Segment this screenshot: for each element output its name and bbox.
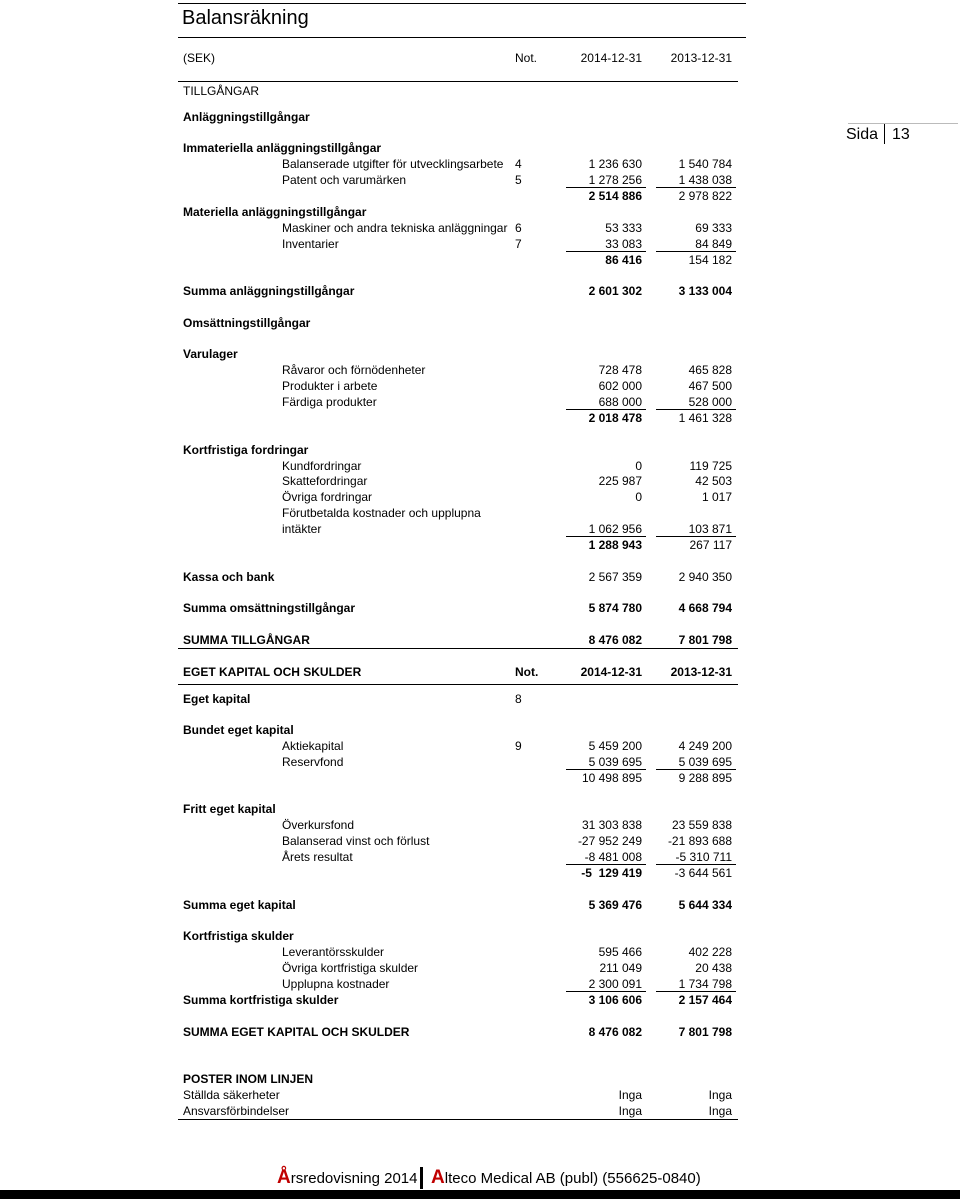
intangible-row-note: 5 (515, 173, 522, 187)
receivables-row-label: Övriga fordringar (282, 490, 373, 504)
previous-year-header: 2013-12-31 (670, 51, 732, 65)
footer-company-initial: A (431, 1167, 445, 1188)
inventory-row-current: 728 478 (598, 363, 642, 377)
receivables-sum-current: 1 288 943 (588, 538, 642, 552)
receivables-row-label: Kundfordringar (282, 459, 362, 473)
short-row-previous: 20 438 (695, 961, 732, 975)
free-equity-heading: Fritt eget kapital (183, 802, 276, 816)
tangible-heading: Materiella anläggningstillgångar (183, 205, 367, 219)
free-row-label: Överkursfond (282, 818, 355, 832)
sum-rule (566, 251, 646, 252)
free-row-previous: -21 893 688 (667, 834, 732, 848)
equity-total-current: 5 369 476 (588, 898, 642, 912)
off-balance-row-previous: Inga (708, 1088, 732, 1102)
previous-year-header: 2013-12-31 (670, 665, 732, 679)
tangible-row-label: Inventarier (282, 237, 339, 251)
tangible-row-previous: 84 849 (695, 237, 732, 251)
current-year-header: 2014-12-31 (580, 51, 642, 65)
current-total-current: 5 874 780 (588, 601, 642, 615)
assets-heading: TILLGÅNGAR (183, 84, 260, 98)
intangible-row-previous: 1 540 784 (678, 157, 732, 171)
equity-total-previous: 5 644 334 (678, 898, 732, 912)
page-label: Sida (846, 126, 879, 143)
intangible-row-label: Balanserade utgifter för utvecklingsarbete (282, 157, 504, 171)
liabilities-heading: EGET KAPITAL OCH SKULDER (183, 665, 362, 679)
header-rule (178, 81, 738, 82)
tangible-row-label: Maskiner och andra tekniska anläggningar (282, 221, 508, 235)
intangible-sum-current: 2 514 886 (588, 189, 642, 203)
restricted-sum-current: 10 498 895 (581, 771, 642, 785)
equity-total-label: Summa eget kapital (183, 898, 296, 912)
tangible-row-note: 6 (515, 221, 522, 235)
assets-total-current: 8 476 082 (588, 633, 642, 647)
short-total-label: Summa kortfristiga skulder (183, 993, 339, 1007)
footer-bar (0, 1190, 960, 1199)
note-column-header: Not. (515, 665, 539, 679)
off-balance-rule (178, 1119, 738, 1120)
assets-total-rule (178, 648, 738, 649)
receivables-row-current: 0 (635, 459, 642, 473)
restricted-row-previous: 5 039 695 (678, 755, 732, 769)
off-balance-row-label: Ställda säkerheter (183, 1088, 280, 1102)
sum-rule (566, 409, 646, 410)
free-row-current: -8 481 008 (584, 850, 642, 864)
sum-rule (656, 251, 736, 252)
off-balance-row-current: Inga (618, 1088, 642, 1102)
current-total-label: Summa omsättningstillgångar (183, 601, 356, 615)
current-year-header: 2014-12-31 (580, 665, 642, 679)
inventory-heading: Varulager (183, 347, 238, 361)
receivables-row-current: 0 (635, 490, 642, 504)
liabilities-header-rule (178, 684, 738, 685)
prepaid-current: 1 062 956 (588, 522, 642, 536)
restricted-row-label: Reservfond (282, 755, 344, 769)
sum-rule (656, 536, 736, 537)
receivables-row-previous: 42 503 (695, 474, 732, 488)
inventory-sum-current: 2 018 478 (588, 411, 642, 425)
short-row-label: Upplupna kostnader (282, 977, 390, 991)
footer-separator (420, 1167, 423, 1189)
liabilities-total-current: 8 476 082 (588, 1025, 642, 1039)
receivables-heading: Kortfristiga fordringar (183, 443, 309, 457)
prepaid-label-line2: intäkter (282, 522, 322, 536)
inventory-row-label: Färdiga produkter (282, 395, 377, 409)
tangible-row-note: 7 (515, 237, 522, 251)
inventory-sum-previous: 1 461 328 (678, 411, 732, 425)
note-column-header: Not. (515, 51, 538, 65)
off-balance-row-previous: Inga (708, 1104, 732, 1118)
restricted-row-current: 5 039 695 (588, 755, 642, 769)
restricted-row-previous: 4 249 200 (678, 739, 732, 753)
short-row-current: 211 049 (599, 961, 642, 975)
tangible-sum-previous: 154 182 (688, 253, 732, 267)
receivables-row-label: Skattefordringar (282, 474, 368, 488)
sum-rule (566, 536, 646, 537)
liabilities-total-label: SUMMA EGET KAPITAL OCH SKULDER (183, 1025, 410, 1039)
free-row-previous: -5 310 711 (675, 850, 732, 864)
footer-report-name (277, 1167, 417, 1189)
receivables-row-current: 225 987 (598, 474, 642, 488)
tangible-row-previous: 69 333 (695, 221, 732, 235)
short-row-previous: 402 228 (688, 945, 732, 959)
sum-rule (656, 409, 736, 410)
sum-rule (656, 864, 736, 865)
tangible-row-current: 53 333 (605, 221, 642, 235)
sum-rule (566, 187, 646, 188)
fixed-total-current: 2 601 302 (588, 284, 642, 298)
page-title: Balansräkning (182, 7, 309, 29)
page-tag-rule (848, 123, 958, 124)
intangible-row-note: 4 (515, 157, 522, 171)
short-total-current: 3 106 606 (588, 993, 642, 1007)
tangible-row-current: 33 083 (605, 237, 642, 251)
fixed-total-label: Summa anläggningstillgångar (183, 284, 355, 298)
equity-heading: Eget kapital (183, 692, 251, 706)
free-sum-previous: -3 644 561 (674, 866, 732, 880)
assets-total-previous: 7 801 798 (678, 633, 732, 647)
short-row-current: 595 466 (598, 945, 642, 959)
intangible-row-current: 1 278 256 (588, 173, 642, 187)
restricted-row-note: 9 (515, 739, 522, 753)
inventory-row-current: 602 000 (598, 379, 642, 393)
current-total-previous: 4 668 794 (678, 601, 732, 615)
short-row-label: Leverantörsskulder (282, 945, 385, 959)
receivables-row-previous: 119 725 (689, 459, 732, 473)
free-row-label: Årets resultat (282, 850, 353, 864)
intangible-sum-previous: 2 978 822 (678, 189, 732, 203)
inventory-row-label: Råvaror och förnödenheter (282, 363, 426, 377)
short-total-previous: 2 157 464 (678, 993, 732, 1007)
current-assets-heading: Omsättningstillgångar (183, 316, 311, 330)
restricted-equity-heading: Bundet eget kapital (183, 723, 294, 737)
liabilities-total-previous: 7 801 798 (678, 1025, 732, 1039)
off-balance-row-current: Inga (618, 1104, 642, 1118)
off-balance-row-label: Ansvarsförbindelser (183, 1104, 290, 1118)
inventory-row-previous: 528 000 (688, 395, 732, 409)
restricted-row-label: Aktiekapital (282, 739, 344, 753)
footer-company-rest: lteco Medical AB (publ) (556625-0840) (444, 1170, 701, 1187)
sum-rule (656, 187, 736, 188)
page-separator (884, 124, 885, 144)
cash-current: 2 567 359 (588, 570, 642, 584)
free-sum-current: -5 129 419 (581, 866, 642, 880)
restricted-sum-previous: 9 288 895 (678, 771, 732, 785)
sum-rule (656, 991, 736, 992)
sum-rule (656, 769, 736, 770)
short-row-label: Övriga kortfristiga skulder (282, 961, 419, 975)
inventory-row-label: Produkter i arbete (282, 379, 378, 393)
cash-label: Kassa och bank (183, 570, 275, 584)
intangible-row-previous: 1 438 038 (678, 173, 732, 187)
sum-rule (566, 769, 646, 770)
short-row-previous: 1 734 798 (678, 977, 732, 991)
free-row-previous: 23 559 838 (671, 818, 732, 832)
sum-rule (566, 991, 646, 992)
off-balance-heading: POSTER INOM LINJEN (183, 1072, 314, 1086)
free-row-current: 31 303 838 (581, 818, 642, 832)
intangible-row-label: Patent och varumärken (282, 173, 407, 187)
footer-company-name (431, 1167, 701, 1189)
equity-note: 8 (515, 692, 522, 706)
tangible-sum-current: 86 416 (605, 253, 642, 267)
sum-rule (566, 864, 646, 865)
receivables-sum-previous: 267 117 (689, 538, 732, 552)
short-row-current: 2 300 091 (588, 977, 642, 991)
fixed-assets-heading: Anläggningstillgångar (183, 110, 310, 124)
top-rule (178, 3, 746, 4)
inventory-row-previous: 465 828 (688, 363, 732, 377)
assets-total-label: SUMMA TILLGÅNGAR (183, 633, 310, 647)
intangible-row-current: 1 236 630 (588, 157, 642, 171)
footer-report-initial: Å (277, 1167, 291, 1188)
title-rule (178, 37, 746, 38)
free-row-label: Balanserad vinst och förlust (282, 834, 430, 848)
page-number: 13 (892, 126, 910, 143)
prepaid-previous: 103 871 (688, 522, 732, 536)
inventory-row-previous: 467 500 (688, 379, 732, 393)
intangible-heading: Immateriella anläggningstillgångar (183, 141, 382, 155)
currency-label: (SEK) (183, 51, 216, 65)
inventory-row-current: 688 000 (598, 395, 642, 409)
free-row-current: -27 952 249 (577, 834, 642, 848)
receivables-row-previous: 1 017 (701, 490, 732, 504)
fixed-total-previous: 3 133 004 (678, 284, 732, 298)
prepaid-label-line1: Förutbetalda kostnader och upplupna (282, 506, 481, 520)
restricted-row-current: 5 459 200 (588, 739, 642, 753)
short-term-heading: Kortfristiga skulder (183, 929, 294, 943)
footer-report-rest: rsredovisning 2014 (290, 1170, 418, 1187)
cash-previous: 2 940 350 (678, 570, 732, 584)
